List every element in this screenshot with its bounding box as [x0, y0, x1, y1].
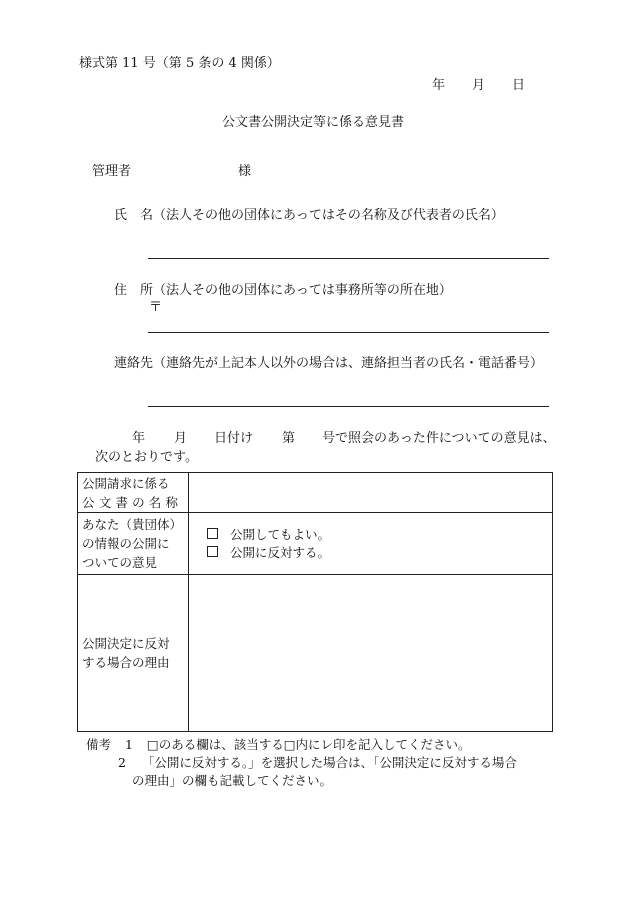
contact-note: （連絡先が上記本人以外の場合は、連絡担当者の氏名・電話番号）	[153, 356, 544, 371]
contact-input-line[interactable]	[148, 406, 549, 407]
statement-dated: 日付け	[214, 431, 254, 446]
postal-mark: 〒	[149, 300, 163, 315]
addressee-label: 管理者	[92, 164, 132, 179]
name-label	[114, 209, 504, 222]
label-char: の	[132, 494, 145, 510]
label-char: 公	[82, 494, 95, 510]
note-item-1	[86, 736, 517, 754]
opposition-reason-label-line1: 公開決定に反対	[82, 636, 170, 651]
opposition-reason-label	[78, 575, 189, 732]
document-name-label-line1: 公開請求に係る	[82, 475, 170, 491]
label-char: 文	[98, 494, 112, 510]
date-day-label: 日	[512, 78, 526, 93]
checkbox-oppose-disclosure[interactable]	[207, 546, 218, 557]
date-month-label: 月	[472, 78, 486, 93]
statement-month: 月	[174, 431, 188, 446]
contact-label-text: 連絡先	[114, 356, 154, 371]
opinion-label-line3: ついての意見	[82, 555, 158, 570]
table-row	[78, 575, 553, 732]
opinion-label-line2: の情報の公開に	[82, 536, 170, 551]
address-note: （法人その他の団体にあっては事務所等の所在地）	[153, 283, 452, 298]
opinion-table	[77, 472, 553, 732]
document-name-label-line2	[82, 493, 178, 512]
name-input-line[interactable]	[148, 258, 549, 259]
note-item-2	[86, 754, 517, 772]
document-title: 公文書公開決定等に係る意見書	[222, 115, 405, 130]
note-item-1-text: □のある欄は、該当する□内にレ印を記入してください。	[146, 737, 471, 752]
note-item-1-number: 1	[124, 737, 133, 752]
opinion-label	[78, 513, 189, 575]
label-char: 書	[115, 494, 128, 510]
option-disclose-ok[interactable]	[189, 526, 552, 544]
date-year-label: 年	[432, 78, 446, 93]
document-name-field[interactable]	[189, 473, 553, 513]
name-label-text: 氏 名	[114, 208, 154, 223]
notes-heading: 備考	[86, 737, 112, 752]
option-oppose-disclosure[interactable]	[189, 544, 552, 562]
table-row	[78, 513, 553, 575]
name-note: （法人その他の団体にあってはその名称及び代表者の氏名）	[153, 208, 504, 223]
statement-number-prefix: 第	[282, 431, 296, 446]
notes	[86, 736, 517, 790]
opinion-label-line1: あなた（貴団体）	[82, 517, 183, 532]
statement-year: 年	[132, 431, 146, 446]
form-number: 様式第 11 号（第 5 条の 4 関係）	[79, 56, 280, 71]
option-disclose-ok-label: 公開してもよい。	[230, 526, 331, 542]
label-char: 名	[148, 494, 162, 510]
statement-line1-rest: 号で照会のあった件についての意見は、	[322, 431, 556, 446]
address-label-text: 住 所	[114, 283, 154, 298]
note-item-2-continuation: の理由」の欄も記載してください。	[132, 773, 333, 788]
address-input-line[interactable]	[148, 332, 549, 333]
address-label	[114, 284, 452, 297]
label-char: 称	[165, 494, 178, 510]
contact-label	[114, 357, 543, 370]
addressee-honorific: 様	[238, 164, 252, 179]
table-row	[78, 473, 553, 513]
checkbox-disclose-ok[interactable]	[207, 528, 218, 539]
note-item-2-number: 2	[118, 755, 126, 770]
option-oppose-disclosure-label: 公開に反対する。	[230, 544, 331, 560]
opposition-reason-label-line2: する場合の理由	[82, 655, 170, 670]
opposition-reason-field[interactable]	[189, 575, 553, 732]
note-item-2-text-line1: 「公開に反対する。」を選択した場合は、「公開決定に反対する場合	[141, 755, 517, 770]
document-name-label	[78, 473, 189, 513]
opinion-options-cell	[189, 513, 553, 575]
statement-line2: 次のとおりです。	[95, 450, 198, 465]
